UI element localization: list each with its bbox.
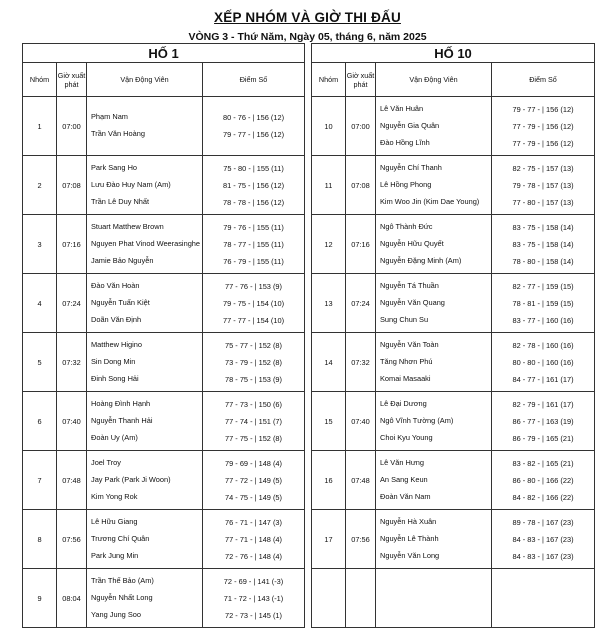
group-row	[312, 97, 595, 156]
player-name: Kim Woo Jin (Kim Dae Young)	[380, 196, 480, 206]
player-score: 84 - 77 - | 161 (17)	[512, 374, 574, 384]
player-score: 79 - 77 - | 156 (12)	[222, 130, 285, 139]
players-cell	[87, 569, 203, 628]
player-name: Đào Văn Hoàn	[91, 280, 140, 290]
tee-time: 07:56	[346, 510, 376, 569]
players-cell	[87, 510, 203, 569]
tee-time: 07:24	[346, 274, 376, 333]
tee-time: 07:24	[57, 274, 87, 333]
player-score: 82 - 75 - | 157 (13)	[512, 163, 574, 173]
scores-cell	[203, 156, 305, 215]
scores-cell	[203, 274, 305, 333]
scores-cell	[492, 451, 595, 510]
player-name: Trương Chí Quân	[91, 533, 150, 543]
group-number: 7	[23, 451, 57, 510]
player-name: Nguyễn Hữu Quyết	[380, 238, 444, 248]
player-name: Jamie Bảo Nguyễn	[91, 255, 154, 265]
empty-cell	[312, 569, 346, 628]
group-number: 13	[312, 274, 346, 333]
scores-cell	[203, 392, 305, 451]
group-number: 17	[312, 510, 346, 569]
tee-time: 07:56	[57, 510, 87, 569]
group-number: 5	[23, 333, 57, 392]
player-score: 86 - 80 - | 166 (22)	[512, 475, 574, 485]
tee-time: 07:00	[57, 97, 87, 156]
group-row	[23, 510, 305, 569]
player-name: Nguyễn Tuấn Kiệt	[91, 297, 150, 307]
player-name: Lê Đại Dương	[380, 398, 427, 408]
empty-cell	[492, 569, 595, 628]
player-name: Nguyễn Thanh Hải	[91, 415, 153, 425]
player-name: Doãn Văn Định	[91, 314, 142, 324]
tee-time: 07:32	[57, 333, 87, 392]
scores-cell	[203, 510, 305, 569]
player-score: 84 - 83 - | 167 (23)	[512, 551, 574, 561]
scores-cell	[492, 156, 595, 215]
player-score: 71 - 72 - | 143 (-1)	[223, 593, 284, 603]
scores-cell	[492, 97, 595, 156]
player-score: 78 - 77 - | 155 (11)	[223, 239, 284, 249]
player-score: 77 - 79 - | 156 (12)	[512, 138, 574, 148]
scores-column-header: Điểm Số	[203, 63, 305, 97]
players-cell	[376, 274, 492, 333]
player-score: 77 - 75 - | 152 (8)	[225, 433, 282, 443]
group-column-header: Nhóm	[23, 63, 57, 97]
player-score: 80 - 76 - | 156 (12)	[222, 113, 285, 122]
players-column-header: Vận Động Viên	[87, 63, 203, 97]
player-name: Đoàn Văn Nam	[380, 491, 431, 501]
player-name: Ngô Vĩnh Tường (Am)	[380, 415, 454, 425]
group-number: 3	[23, 215, 57, 274]
player-name: Sin Dong Min	[91, 356, 136, 366]
player-name: Park Jung Min	[91, 550, 139, 560]
player-score: 77 - 72 - | 149 (5)	[225, 475, 282, 485]
players-cell	[87, 333, 203, 392]
player-score: 77 - 77 - | 154 (10)	[222, 315, 285, 325]
group-row	[312, 156, 595, 215]
player-score: 84 - 83 - | 167 (23)	[512, 534, 574, 544]
group-row	[23, 97, 305, 156]
player-name: Lê Văn Hưng	[380, 457, 424, 467]
player-name: Nguyễn Hà Xuân	[380, 516, 437, 526]
group-row	[23, 156, 305, 215]
scores-cell	[203, 333, 305, 392]
player-score: 75 - 77 - | 152 (8)	[225, 340, 282, 350]
group-row	[23, 215, 305, 274]
group-row	[23, 451, 305, 510]
player-score: 76 - 71 - | 147 (3)	[225, 517, 282, 527]
scores-cell	[492, 215, 595, 274]
player-score: 78 - 78 - | 156 (12)	[222, 197, 285, 207]
hole-header: HỐ 10	[312, 44, 595, 63]
player-score: 74 - 75 - | 149 (5)	[225, 492, 282, 502]
player-score: 77 - 76 - | 153 (9)	[225, 281, 282, 291]
empty-row	[312, 569, 595, 628]
player-name: Joel Troy	[91, 457, 121, 467]
group-row	[312, 510, 595, 569]
player-score: 86 - 77 - | 163 (19)	[512, 416, 574, 426]
group-number: 6	[23, 392, 57, 451]
page-subtitle: VÒNG 3 - Thứ Năm, Ngày 05, tháng 6, năm 2025	[188, 31, 427, 43]
player-name: Stuart Matthew Brown	[91, 221, 164, 231]
group-number: 12	[312, 215, 346, 274]
players-cell	[87, 215, 203, 274]
player-name: Ngô Thành Đức	[380, 221, 433, 231]
player-score: 81 - 75 - | 156 (12)	[222, 180, 285, 190]
group-number: 4	[23, 274, 57, 333]
player-score: 83 - 77 - | 160 (16)	[512, 315, 574, 325]
player-score: 78 - 80 - | 158 (14)	[512, 256, 574, 266]
players-cell	[376, 215, 492, 274]
player-score: 77 - 71 - | 148 (4)	[225, 534, 282, 544]
tee-time: 07:40	[346, 392, 376, 451]
player-score: 79 - 76 - | 155 (11)	[223, 222, 284, 232]
player-name: Trần Thế Bảo (Am)	[91, 575, 154, 585]
group-number: 11	[312, 156, 346, 215]
player-name: Yang Jung Soo	[91, 609, 141, 619]
group-number: 9	[23, 569, 57, 628]
group-number: 2	[23, 156, 57, 215]
player-name: Lê Hữu Giang	[91, 516, 138, 526]
player-name: Nguyễn Nhất Long	[91, 592, 153, 602]
hole-10-table	[311, 43, 595, 628]
scores-cell	[203, 97, 305, 156]
player-name: Nguyễn Gia Quân	[380, 120, 440, 130]
player-name: Trần Lê Duy Nhất	[91, 196, 150, 206]
player-name: Kim Yong Rok	[91, 491, 138, 501]
group-row	[312, 392, 595, 451]
tee-time: 07:08	[346, 156, 376, 215]
group-number: 16	[312, 451, 346, 510]
player-name: Đào Hồng Lĩnh	[380, 137, 430, 147]
scores-cell	[492, 392, 595, 451]
players-cell	[376, 333, 492, 392]
group-row	[23, 392, 305, 451]
player-name: Đinh Song Hải	[91, 373, 139, 383]
group-number: 8	[23, 510, 57, 569]
player-name: Sung Chun Su	[380, 314, 429, 324]
player-name: Komai Masaaki	[380, 373, 431, 383]
group-row	[312, 274, 595, 333]
scores-cell	[203, 451, 305, 510]
player-name: Phạm Nam	[91, 112, 128, 122]
tee-time-column-header: Giờ xuất phát	[57, 63, 87, 97]
scores-cell	[203, 215, 305, 274]
player-name: Nguyễn Chí Thanh	[380, 162, 442, 172]
player-name: Matthew Higino	[91, 339, 142, 349]
group-number: 15	[312, 392, 346, 451]
scores-cell	[492, 274, 595, 333]
player-score: 84 - 82 - | 166 (22)	[512, 492, 574, 502]
player-name: Tăng Nhơn Phú	[380, 356, 433, 366]
group-row	[23, 333, 305, 392]
player-name: Nguyễn Văn Long	[380, 550, 440, 560]
tee-time: 07:40	[57, 392, 87, 451]
tee-time: 07:48	[57, 451, 87, 510]
player-score: 78 - 81 - | 159 (15)	[512, 298, 574, 308]
group-row	[312, 215, 595, 274]
tee-time-column-header: Giờ xuất phát	[346, 63, 376, 97]
players-column-header: Vận Động Viên	[376, 63, 492, 97]
player-name: Jay Park (Park Ji Woon)	[91, 474, 171, 484]
player-name: Lê Hồng Phong	[380, 179, 432, 189]
players-cell	[87, 97, 203, 156]
tee-time: 08:04	[57, 569, 87, 628]
group-row	[23, 274, 305, 333]
player-name: Lê Văn Huân	[380, 103, 424, 113]
tee-time: 07:00	[346, 97, 376, 156]
player-score: 72 - 69 - | 141 (-3)	[223, 576, 284, 586]
scores-column-header: Điểm Số	[492, 63, 595, 97]
player-name: Lưu Đào Huy Nam (Am)	[91, 179, 171, 189]
player-score: 80 - 80 - | 160 (16)	[512, 357, 574, 367]
player-score: 77 - 80 - | 157 (13)	[512, 197, 574, 207]
players-cell	[87, 156, 203, 215]
player-name: Nguyễn Tá Thuần	[380, 280, 439, 290]
player-score: 86 - 79 - | 165 (21)	[512, 433, 574, 443]
group-row	[23, 569, 305, 628]
tee-time: 07:08	[57, 156, 87, 215]
player-score: 82 - 77 - | 159 (15)	[512, 281, 574, 291]
players-cell	[87, 274, 203, 333]
tee-time: 07:32	[346, 333, 376, 392]
group-number: 1	[23, 97, 57, 156]
player-score: 82 - 78 - | 160 (16)	[512, 340, 574, 350]
players-cell	[376, 156, 492, 215]
player-name: Nguyễn Đặng Minh (Am)	[380, 255, 462, 265]
player-score: 79 - 69 - | 148 (4)	[225, 458, 282, 468]
player-score: 73 - 79 - | 152 (8)	[225, 357, 282, 367]
players-cell	[87, 392, 203, 451]
page-title: XẾP NHÓM VÀ GIỜ THI ĐẤU	[214, 10, 401, 25]
player-score: 79 - 78 - | 157 (13)	[512, 180, 574, 190]
group-number: 14	[312, 333, 346, 392]
tee-time: 07:16	[57, 215, 87, 274]
empty-cell	[346, 569, 376, 628]
group-number: 10	[312, 97, 346, 156]
player-name: Đoàn Uy (Am)	[91, 432, 138, 442]
player-score: 89 - 78 - | 167 (23)	[512, 517, 574, 527]
player-score: 83 - 75 - | 158 (14)	[512, 239, 574, 249]
players-cell	[376, 97, 492, 156]
player-score: 77 - 74 - | 151 (7)	[225, 416, 282, 426]
player-score: 72 - 76 - | 148 (4)	[225, 551, 282, 561]
group-column-header: Nhóm	[312, 63, 346, 97]
player-name: Nguyễn Lê Thành	[380, 533, 439, 543]
empty-cell	[376, 569, 492, 628]
player-name: Hoàng Đình Hạnh	[91, 398, 151, 408]
player-score: 77 - 73 - | 150 (6)	[225, 399, 282, 409]
player-score: 76 - 79 - | 155 (11)	[223, 256, 284, 266]
players-cell	[376, 451, 492, 510]
group-row	[312, 333, 595, 392]
player-score: 72 - 73 - | 145 (1)	[225, 610, 282, 620]
hole-1-table	[22, 43, 305, 628]
scores-cell	[492, 510, 595, 569]
player-score: 79 - 75 - | 154 (10)	[222, 298, 285, 308]
hole-header: HỐ 1	[23, 44, 305, 63]
player-name: Nguyễn Văn Toàn	[380, 339, 439, 349]
player-score: 77 - 79 - | 156 (12)	[512, 121, 574, 131]
player-score: 78 - 75 - | 153 (9)	[225, 374, 282, 384]
scores-cell	[203, 569, 305, 628]
player-score: 75 - 80 - | 155 (11)	[223, 163, 284, 173]
player-name: Nguyễn Văn Quang	[380, 297, 445, 307]
tee-time: 07:16	[346, 215, 376, 274]
player-score: 79 - 77 - | 156 (12)	[512, 104, 574, 114]
tee-time: 07:48	[346, 451, 376, 510]
player-name: Park Sang Ho	[91, 162, 138, 172]
players-cell	[376, 510, 492, 569]
player-score: 82 - 79 - | 161 (17)	[512, 399, 574, 409]
scores-cell	[492, 333, 595, 392]
player-name: Nguyen Phat Vinod Weerasinghe	[91, 238, 201, 248]
players-cell	[376, 392, 492, 451]
player-name: Choi Kyu Young	[380, 432, 433, 442]
player-score: 83 - 82 - | 165 (21)	[512, 458, 574, 468]
players-cell	[87, 451, 203, 510]
player-name: Trần Văn Hoàng	[91, 129, 145, 139]
player-score: 83 - 75 - | 158 (14)	[512, 222, 574, 232]
group-row	[312, 451, 595, 510]
player-name: An Sang Keun	[380, 474, 428, 484]
